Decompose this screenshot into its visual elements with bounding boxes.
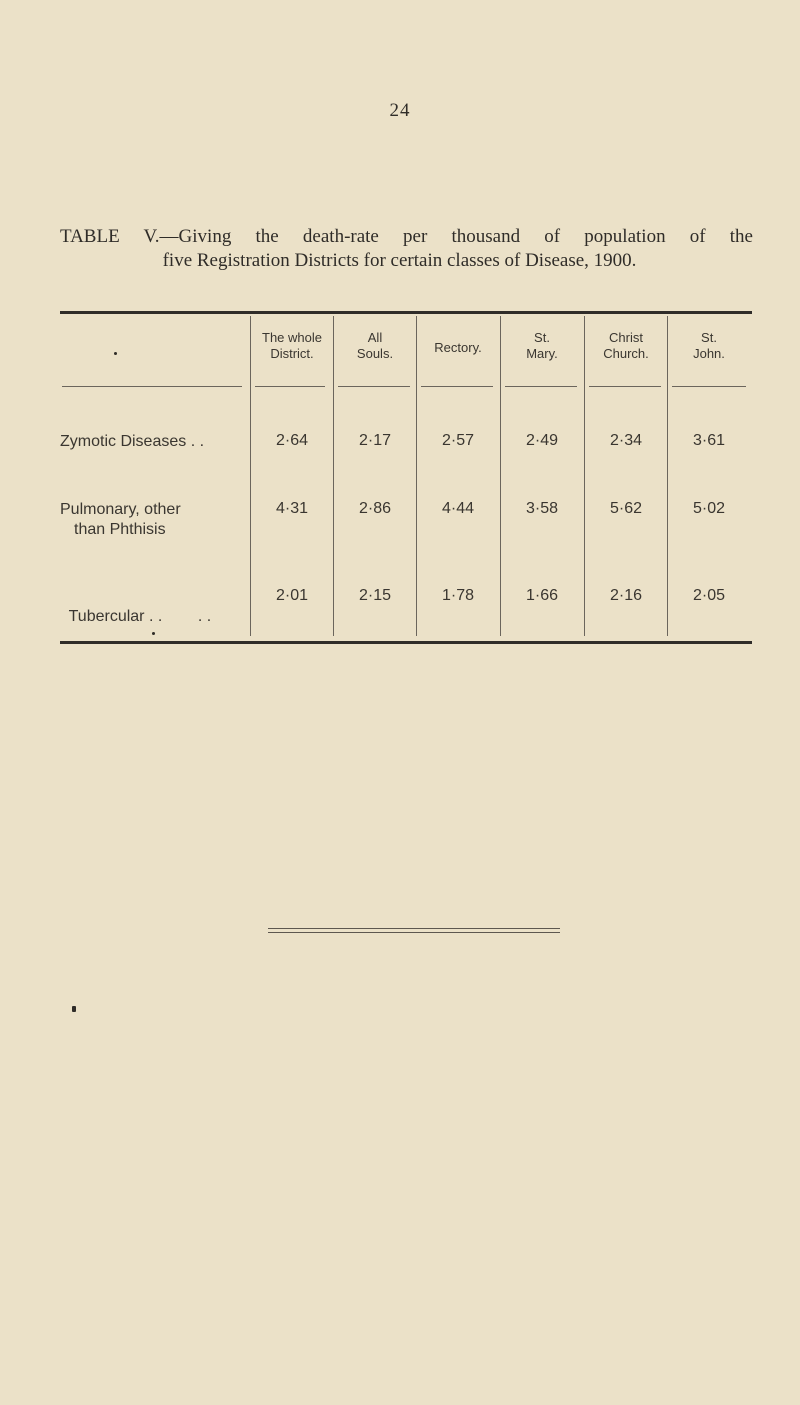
table-cell: 1·66 [525, 587, 559, 604]
column-header-line: Souls. [356, 346, 394, 361]
end-double-rule [268, 928, 560, 936]
row-label-tubercular [60, 587, 211, 627]
table-cell: 5·62 [609, 500, 643, 517]
table-cell: 2·64 [275, 432, 309, 449]
column-header-line: St. [534, 330, 550, 345]
column-header-line: Christ [609, 330, 643, 345]
table-top-rule [60, 311, 752, 314]
row-label-text: Tubercular . . . . [68, 608, 212, 625]
stray-mark [72, 1006, 76, 1012]
column-header-st-john [667, 330, 751, 362]
header-underline [505, 386, 577, 387]
table-bottom-rule [60, 641, 752, 644]
page-number: 24 [389, 100, 411, 121]
table-cell: 2·57 [441, 432, 475, 449]
column-header-rectory [416, 340, 500, 356]
table-cell: 3·61 [692, 432, 726, 449]
table-cell: 2·49 [525, 432, 559, 449]
row-label-zymotic [60, 432, 204, 452]
header-underline [255, 386, 325, 387]
header-underline [62, 386, 242, 387]
caption-line-1: TABLE V.—Giving the death-rate per thousand of population of the [60, 226, 753, 247]
row-label-text: Zymotic Diseases . . [60, 433, 205, 450]
caption-line-2: five Registration Districts for certain classes of Disease, 1900. [162, 250, 637, 271]
column-header-line: St. [701, 330, 717, 345]
column-header-line: John. [693, 346, 725, 361]
table-cell: 4·31 [275, 500, 309, 517]
table-cell: 5·02 [692, 500, 726, 517]
table-cell: 2·17 [358, 432, 392, 449]
column-header-all-souls [333, 330, 417, 362]
header-underline [338, 386, 410, 387]
column-header-whole-district [250, 330, 334, 362]
table-cell: 2·34 [609, 432, 643, 449]
stray-dot [114, 352, 117, 355]
column-header-christ-church [584, 330, 668, 362]
row-label-text: Pulmonary, other [60, 501, 181, 518]
table-caption [60, 225, 753, 273]
table-cell: 2·01 [275, 587, 309, 604]
column-header-line: The whole [262, 330, 322, 345]
column-header-line: Mary. [526, 346, 558, 361]
header-underline [589, 386, 661, 387]
column-header-line: All [367, 330, 383, 345]
table-cell: 1·78 [441, 587, 475, 604]
column-header-line: Church. [603, 346, 649, 361]
table-cell: 2·05 [692, 587, 726, 604]
rule-line [268, 928, 560, 929]
table-cell: 2·86 [358, 500, 392, 517]
table-cell: 3·58 [525, 500, 559, 517]
row-label-text: than Phthisis [74, 521, 166, 538]
column-header-line: District. [270, 346, 314, 361]
header-underline [421, 386, 493, 387]
row-label-pulmonary [60, 500, 181, 540]
rule-line [268, 932, 560, 933]
table-cell: 2·15 [358, 587, 392, 604]
header-underline [672, 386, 746, 387]
table-cell: 2·16 [609, 587, 643, 604]
column-header-st-mary [500, 330, 584, 362]
table-cell: 4·44 [441, 500, 475, 517]
stray-dot [152, 632, 155, 635]
column-header-line: Rectory. [434, 340, 482, 355]
